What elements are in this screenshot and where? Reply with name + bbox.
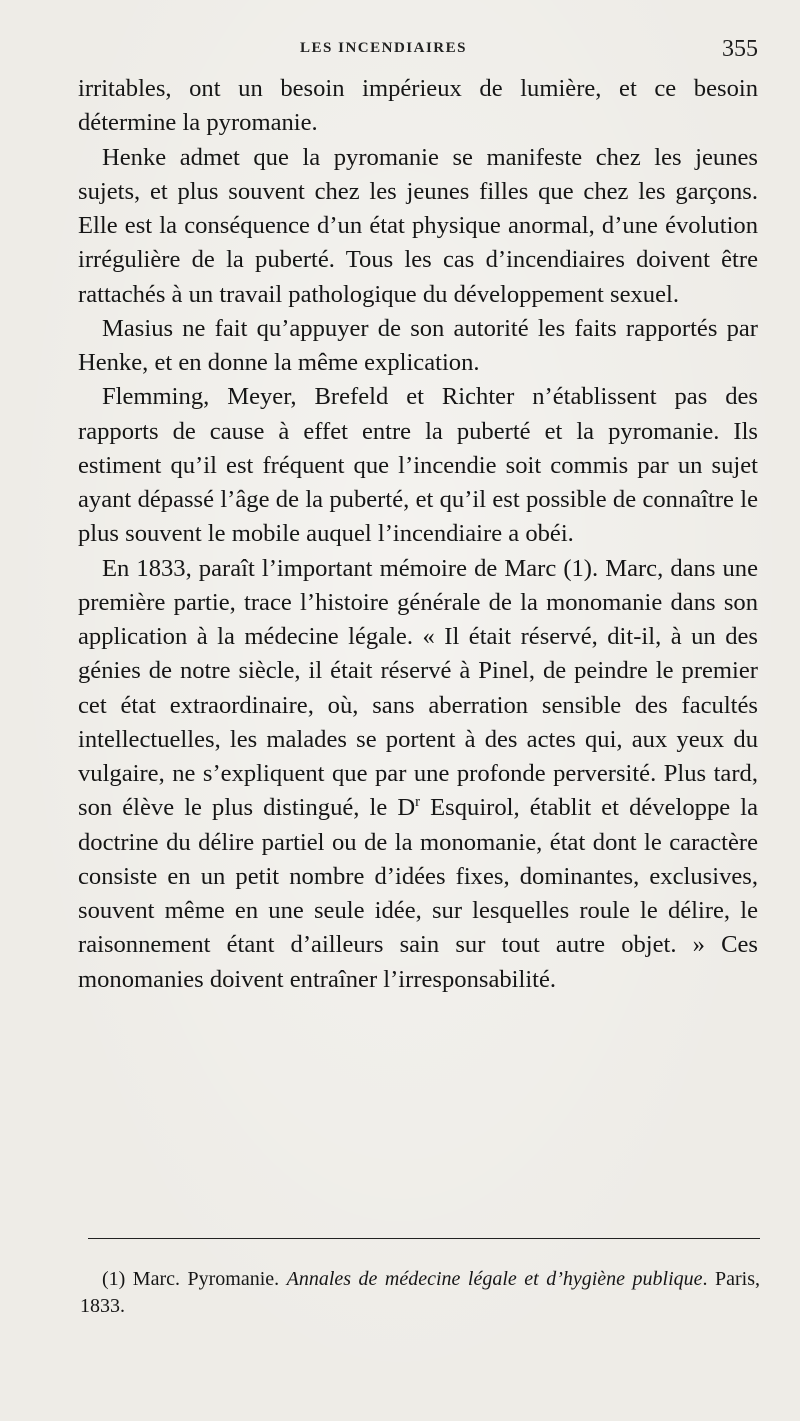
page-number: 355 (722, 36, 758, 62)
doctor-superscript: r (415, 794, 421, 811)
paragraph-masius: Masius ne fait qu’appuyer de son autorité les faits rapportés par Henke, et en donne la même explication. (78, 314, 758, 376)
paragraph-marc-text-start: En 1833, paraît l’important mémoire de Marc (1). Marc, dans une première partie, trace l’histoire générale de la monomanie dans son application à la médecine légale. « Il était réservé, dit-il, à un des génies de notre siècle, il était réservé à Pinel, de peindre le premier cet état extraordinaire, où, sans aberration sensible des facultés intellectuelles, les malades se portent à des actes qui, aux yeux du vulgaire, ne s’expliquent que par une profonde perversité. Plus tard, son élève le plus distingué, le D (78, 554, 758, 822)
paragraph-flemming: Flemming, Meyer, Brefeld et Richter n’établissent pas des rapports de cause à effet entre la puberté et la pyromanie. Ils estiment qu’il est fréquent que l’incendie soit commis par un sujet ayant dépassé l’âge de la puberté, et qu’il est possible de connaître le plus souvent le mobile auquel l’incendiaire a obéi. (78, 383, 758, 548)
footnote-lead: (1) Marc. Pyromanie. (102, 1268, 287, 1290)
footnote (80, 1266, 760, 1320)
footnote-divider (88, 1238, 760, 1239)
paragraph-henke: Henke admet que la pyromanie se manifeste chez les jeunes sujets, et plus souvent chez les jeunes filles que chez les garçons. Elle est la conséquence d’un état physique anormal, d’une évolution irrégulière de la puberté. Tous les cas d’incendiaires doivent être rattachés à un travail pathologique du développement sexuel. (78, 143, 758, 308)
main-text (78, 72, 758, 997)
footnote-tail: . Paris, 1833. (80, 1268, 761, 1317)
paragraph-continuation: irritables, ont un besoin impérieux de lumière, et ce besoin détermine la pyromanie. (78, 75, 758, 137)
paragraph-marc-text-end: Esquirol, établit et développe la doctrine du délire partiel ou de la monomanie, état dont le caractère consiste en un petit nombre d’idées fixes, dominantes, exclusives, souvent même en une seule idée, sur lesquelles roule le délire, le raisonnement étant d’ailleurs sain sur tout autre objet. » Ces monomanies doivent entraîner l’irresponsabilité. (78, 794, 758, 993)
paragraph-marc (78, 552, 758, 997)
footnote-journal-title: Annales de médecine légale et d’hygiène publique (286, 1268, 703, 1290)
running-title: LES INCENDIAIRES (300, 40, 467, 56)
